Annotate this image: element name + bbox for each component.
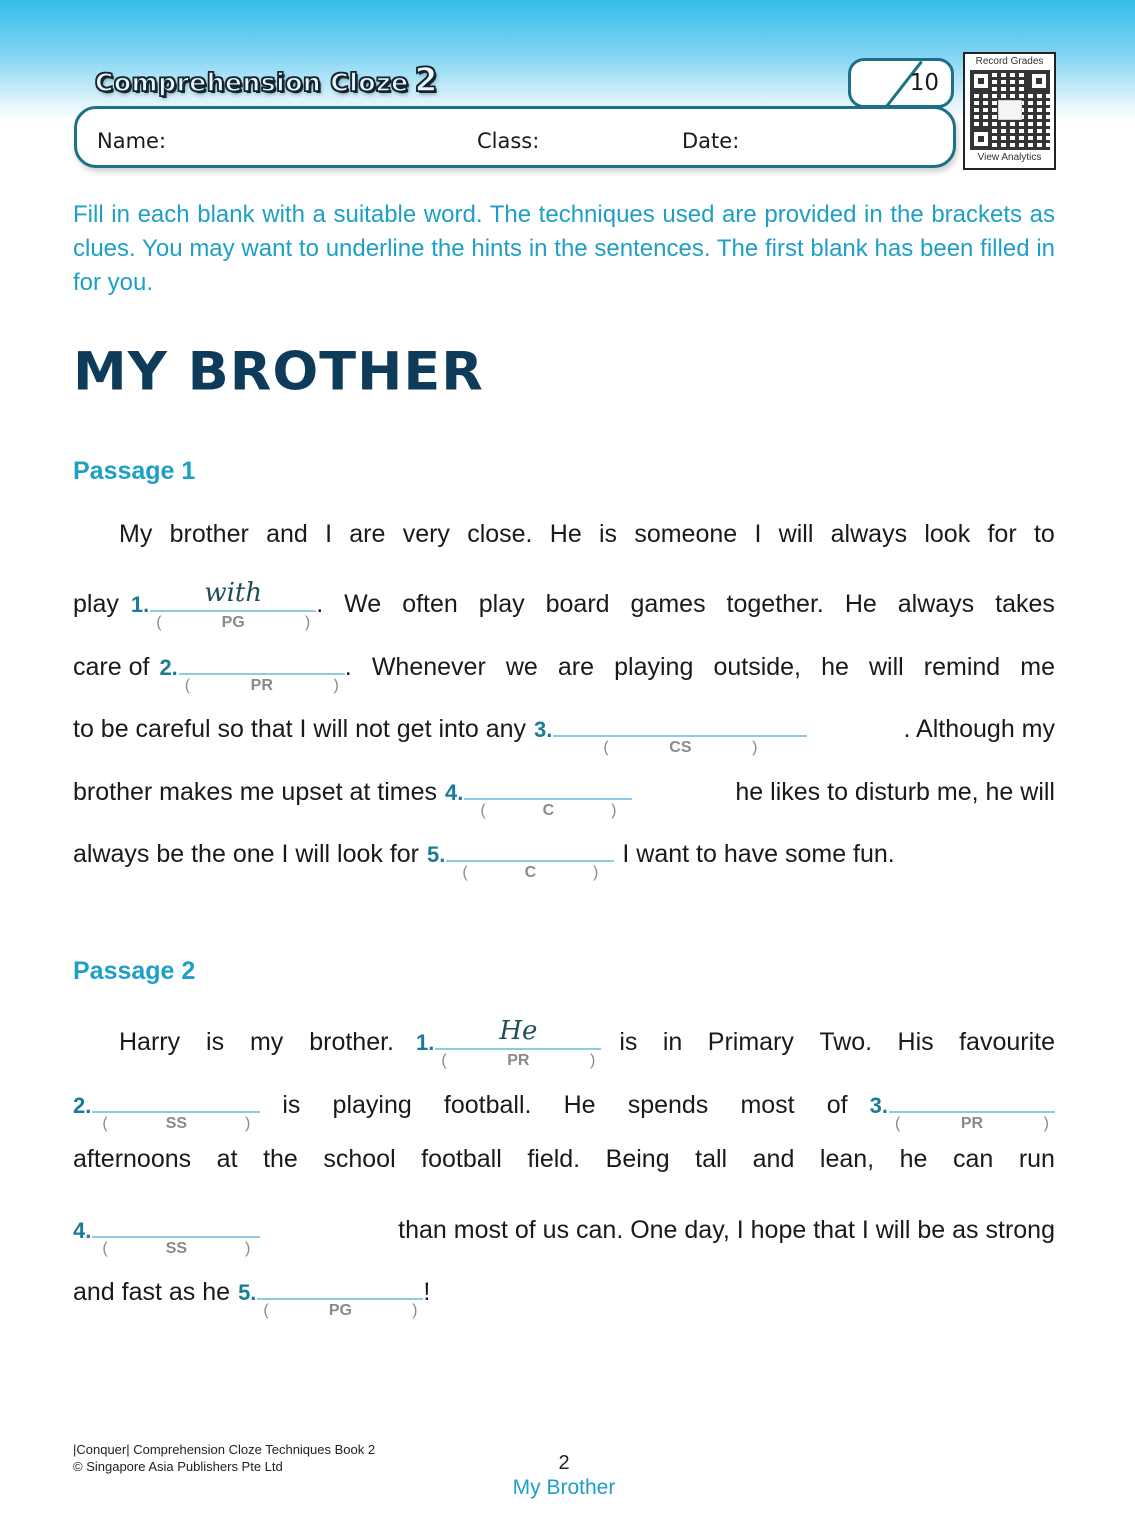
passage-text: . Whenever we are playing outside, he will remind me bbox=[344, 653, 1055, 681]
name-label[interactable]: Name: bbox=[97, 129, 167, 153]
passage-text: Harry is my brother. bbox=[119, 1028, 394, 1056]
passage-2-line-1 bbox=[73, 1016, 1055, 1069]
clue-label: ( SS ) bbox=[102, 1240, 251, 1257]
passage-2-line-4 bbox=[73, 1206, 1055, 1257]
clue-label: ( PR ) bbox=[895, 1115, 1049, 1132]
word: very bbox=[402, 520, 450, 548]
date-label[interactable]: Date: bbox=[682, 129, 740, 153]
word: will bbox=[778, 520, 814, 548]
word: run bbox=[1018, 1145, 1055, 1173]
passage-2-line-2 bbox=[73, 1081, 1055, 1132]
passage-text: ! bbox=[423, 1278, 431, 1306]
passage-text: play bbox=[73, 590, 119, 618]
word: is bbox=[599, 520, 618, 548]
blank-answer: with bbox=[204, 578, 263, 608]
clue-label: ( SS ) bbox=[102, 1115, 251, 1132]
passage-text: to be careful so that I will not get into any bbox=[73, 715, 527, 743]
word: He bbox=[549, 520, 582, 548]
passage-text: brother makes me upset at times bbox=[73, 778, 438, 806]
qr-top-caption: Record Grades bbox=[975, 56, 1044, 67]
blank-number: 2. bbox=[159, 655, 178, 680]
blank-number: 2. bbox=[73, 1093, 92, 1118]
word: at bbox=[216, 1145, 238, 1173]
passage-text: than most of us can. One day, I hope that I will be as strong bbox=[398, 1216, 1055, 1244]
clue-label: ( PG ) bbox=[263, 1302, 418, 1319]
passage-2-line-3 bbox=[73, 1143, 1055, 1183]
qr-finder-icon bbox=[970, 128, 992, 150]
word: the bbox=[263, 1145, 298, 1173]
blank-3-input[interactable] bbox=[889, 1081, 1055, 1132]
passage-1-line-3 bbox=[73, 643, 1055, 694]
clue-label: ( C ) bbox=[462, 864, 599, 881]
word: for bbox=[987, 520, 1017, 548]
passage-1-heading: Passage 1 bbox=[73, 457, 196, 485]
blank-number: 4. bbox=[73, 1218, 92, 1243]
word: he bbox=[899, 1145, 928, 1173]
word: and bbox=[266, 520, 308, 548]
word: school bbox=[323, 1145, 396, 1173]
word: field. bbox=[527, 1145, 581, 1173]
blank-number: 1. bbox=[416, 1030, 435, 1055]
word: to bbox=[1033, 520, 1055, 548]
blank-4-input[interactable] bbox=[92, 1206, 260, 1257]
book-title: |Conquer| Comprehension Cloze Techniques Book 2 bbox=[73, 1442, 376, 1457]
word: football bbox=[421, 1145, 502, 1173]
passage-2-heading: Passage 2 bbox=[73, 957, 196, 985]
word: I bbox=[754, 520, 762, 548]
blank-5-input[interactable] bbox=[257, 1268, 423, 1319]
blank-number: 1. bbox=[130, 592, 150, 617]
score-box[interactable] bbox=[848, 58, 954, 108]
footer-credits bbox=[73, 1441, 375, 1475]
passage-1-line-1 bbox=[73, 518, 1055, 558]
word: tall bbox=[695, 1145, 728, 1173]
word: can bbox=[952, 1145, 994, 1173]
clue-label: ( CS ) bbox=[603, 739, 758, 756]
word: afternoons bbox=[73, 1145, 192, 1173]
class-label[interactable]: Class: bbox=[477, 129, 540, 153]
word: look bbox=[924, 520, 971, 548]
page-number: 2 bbox=[558, 1452, 570, 1474]
blank-number: 4. bbox=[445, 780, 464, 805]
worksheet-title bbox=[95, 60, 438, 99]
word: someone bbox=[634, 520, 738, 548]
passage-text: care of bbox=[73, 653, 150, 681]
word: brother bbox=[169, 520, 249, 548]
word: I bbox=[325, 520, 333, 548]
passage-1-line-4 bbox=[73, 705, 1055, 756]
page-title: MY BROTHER bbox=[73, 340, 484, 403]
clue-label: ( PG ) bbox=[156, 614, 311, 631]
passage-text: . We often play board games together. He always takes bbox=[316, 590, 1055, 618]
passage-1-line-2 bbox=[73, 578, 1055, 631]
blank-number: 3. bbox=[869, 1093, 888, 1118]
word: My bbox=[119, 520, 153, 548]
word: always bbox=[830, 520, 908, 548]
blank-1-input[interactable] bbox=[150, 578, 316, 631]
passage-1-line-6 bbox=[73, 830, 1055, 881]
clue-label: ( PR ) bbox=[184, 677, 339, 694]
blank-number: 5. bbox=[427, 842, 446, 867]
passage-2-line-5 bbox=[73, 1268, 1055, 1319]
qr-code-icon bbox=[970, 70, 1050, 150]
blank-number: 3. bbox=[534, 717, 553, 742]
footer-topic: My Brother bbox=[512, 1476, 616, 1499]
blank-answer: He bbox=[499, 1016, 538, 1046]
passage-text: . Although my bbox=[903, 715, 1055, 743]
clue-label: ( C ) bbox=[480, 802, 617, 819]
passage-text: and fast as he bbox=[73, 1278, 231, 1306]
qr-logo-icon bbox=[998, 100, 1022, 120]
qr-finder-icon bbox=[970, 70, 992, 92]
blank-3-input[interactable] bbox=[553, 705, 807, 756]
word: and bbox=[752, 1145, 795, 1173]
blank-2-input[interactable] bbox=[92, 1081, 260, 1132]
passage-text: always be the one I will look for bbox=[73, 840, 420, 868]
passage-text: is in Primary Two. His favourite bbox=[619, 1028, 1055, 1056]
worksheet-number: 2 bbox=[414, 60, 438, 99]
word: lean, bbox=[819, 1145, 875, 1173]
passage-text: he likes to disturb me, he will bbox=[735, 778, 1055, 806]
qr-code[interactable] bbox=[963, 52, 1056, 170]
passage-1-line-5 bbox=[73, 768, 1055, 819]
clue-label: ( PR ) bbox=[441, 1052, 596, 1069]
qr-finder-icon bbox=[1028, 70, 1050, 92]
copyright: © Singapore Asia Publishers Pte Ltd bbox=[73, 1459, 283, 1474]
instructions: Fill in each blank with a suitable word. The techniques used are provided in the brackets as clues. You may want to underline the hints in the sentences. The first blank has been filled in for you. bbox=[73, 201, 1055, 296]
blank-5-input[interactable] bbox=[446, 830, 614, 881]
blank-1-input[interactable] bbox=[435, 1016, 601, 1069]
word: Being bbox=[605, 1145, 670, 1173]
score-total: 10 bbox=[909, 70, 939, 96]
blank-number: 5. bbox=[238, 1280, 257, 1305]
student-info-box bbox=[74, 106, 956, 168]
word: are bbox=[349, 520, 386, 548]
worksheet-title-text: Comprehension Cloze bbox=[95, 68, 409, 97]
blank-2-input[interactable] bbox=[179, 643, 345, 694]
qr-bottom-caption: View Analytics bbox=[977, 152, 1042, 163]
word: close. bbox=[467, 520, 533, 548]
passage-text: is playing football. He spends most of bbox=[282, 1091, 848, 1119]
passage-text: I want to have some fun. bbox=[622, 840, 895, 868]
blank-4-input[interactable] bbox=[464, 768, 632, 819]
